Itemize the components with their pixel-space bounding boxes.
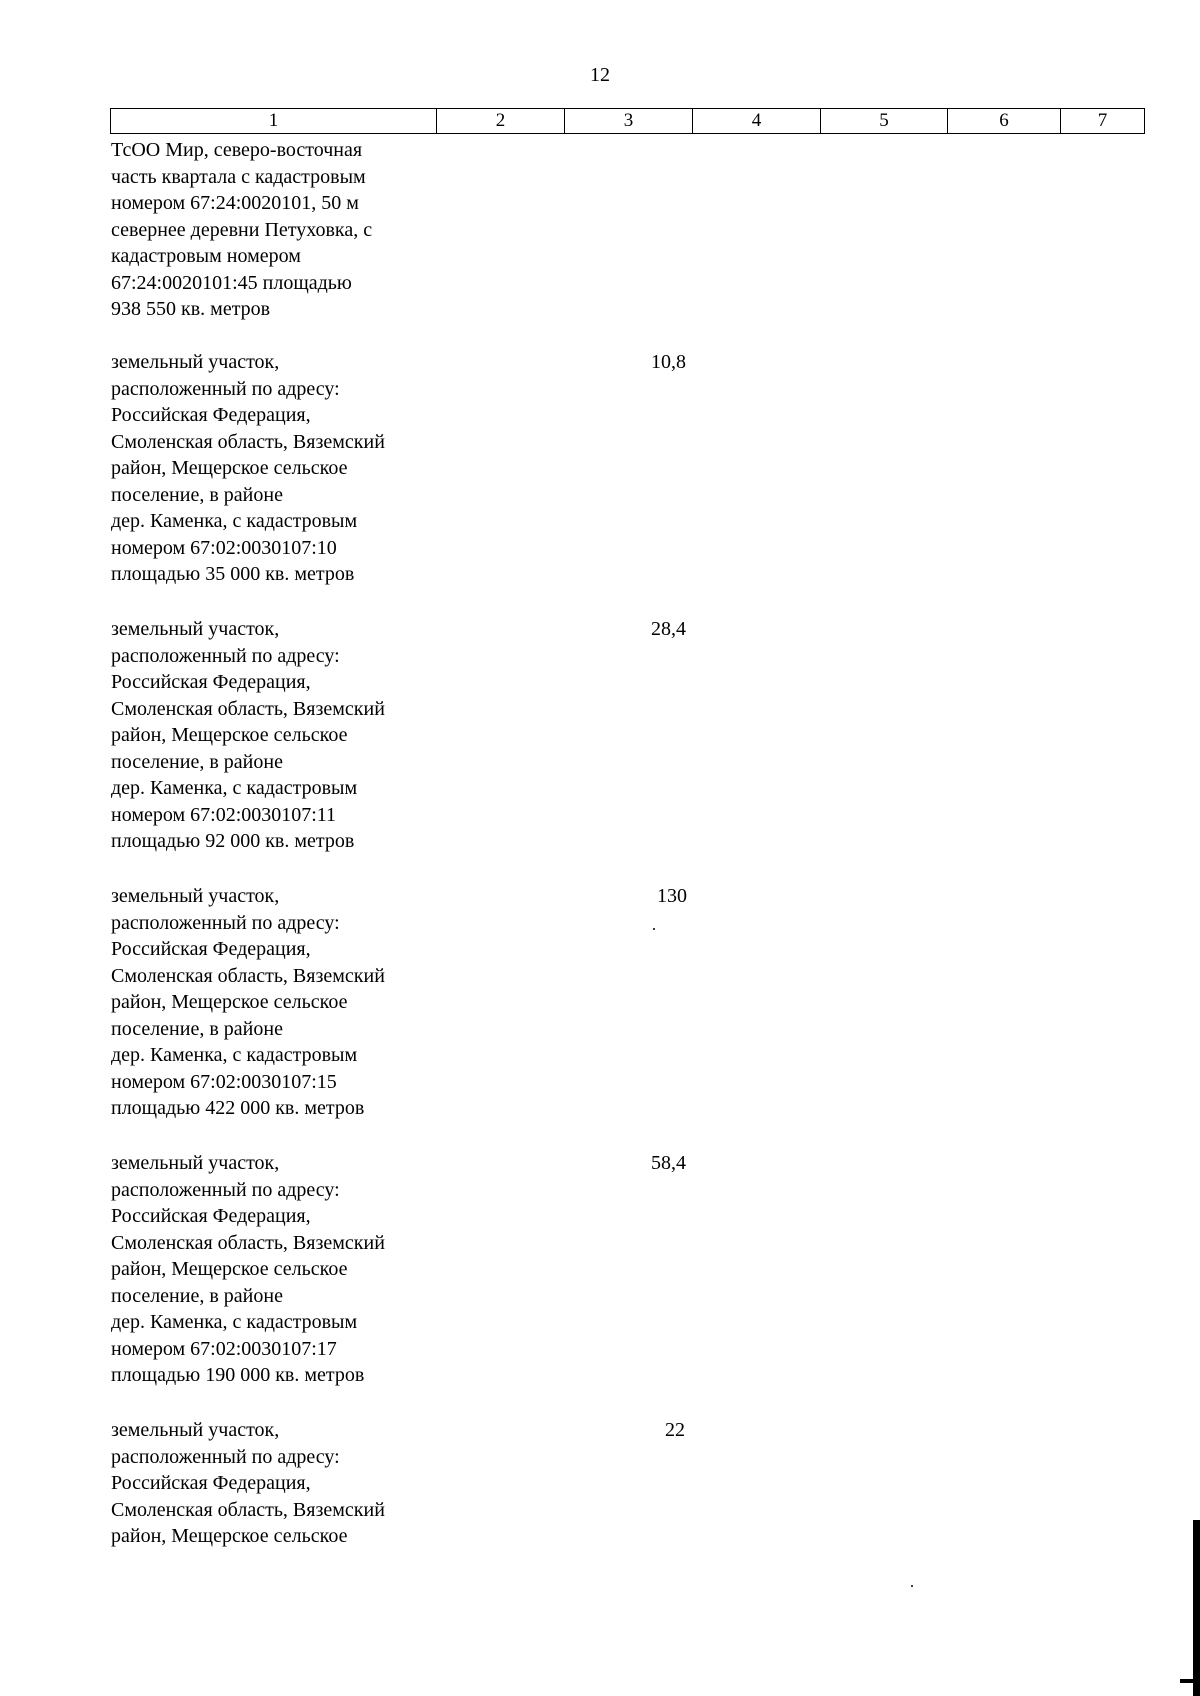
scan-edge-border [1180,1679,1200,1683]
description-line: поселение, в районе [111,1284,283,1307]
description-line: Российская Федерация, [111,938,311,960]
description-line: 67:24:0020101:45 площадью [111,271,352,294]
description-line: Российская Федерация, [111,671,311,693]
description-line: район, Мещерское сельское [111,457,348,479]
page-number: 12 [590,64,610,86]
description-line: дер. Каменка, с кадастровым [111,510,358,532]
land-plot-description [111,616,441,855]
column-number-5: 5 [821,109,948,134]
description-line: Смоленская область, Вяземский [111,1498,385,1521]
column-3-value: 22 [665,1419,685,1441]
description-line: расположенный по адресу: [111,644,340,667]
description-line: номером 67:24:0020101, 50 м [111,192,359,214]
description-line: дер. Каменка, с кадастровым [111,1311,358,1333]
column-number-1: 1 [111,109,437,134]
scan-speck [911,1585,913,1587]
description-line: расположенный по адресу: [111,1445,340,1468]
description-line: кадастровым номером [111,245,301,267]
scan-edge-border [1193,1520,1200,1696]
description-line: земельный участок, [111,618,280,640]
description-line: расположенный по адресу: [111,377,340,400]
column-number-2: 2 [437,109,565,134]
description-line: земельный участок, [111,351,280,373]
table-header-row [111,109,1145,134]
description-line: площадью 92 000 кв. метров [111,830,355,852]
description-line: номером 67:02:0030107:17 [111,1337,337,1360]
description-line: дер. Каменка, с кадастровым [111,1044,358,1066]
description-line: площадью 190 000 кв. метров [111,1364,365,1386]
description-line: часть квартала с кадастровым [111,165,366,188]
land-plot-description [111,1150,441,1389]
land-plot-description [111,883,441,1122]
description-line: площадью 35 000 кв. метров [111,563,355,585]
description-line: Российская Федерация, [111,1205,311,1227]
description-line: земельный участок, [111,1152,280,1174]
description-line: район, Мещерское сельское [111,724,348,746]
column-number-7: 7 [1061,109,1145,134]
description-line: Российская Федерация, [111,1472,311,1494]
table-column-header [110,108,1145,134]
description-line: земельный участок, [111,1419,280,1441]
description-line: номером 67:02:0030107:15 [111,1070,337,1093]
description-line: поселение, в районе [111,750,283,773]
land-plot-description [111,349,441,588]
description-line: расположенный по адресу: [111,911,340,934]
land-plot-description [111,1417,441,1550]
description-line: район, Мещерское сельское [111,1525,348,1547]
description-line: номером 67:02:0030107:10 [111,536,337,559]
description-line: ТсОО Мир, северо-восточная [111,139,363,161]
description-line: район, Мещерское сельское [111,991,348,1013]
scan-speck [653,928,655,930]
column-number-4: 4 [693,109,821,134]
description-line: дер. Каменка, с кадастровым [111,777,358,799]
description-line: поселение, в районе [111,483,283,506]
description-line: Российская Федерация, [111,404,311,426]
description-line: Смоленская область, Вяземский [111,430,385,453]
column-3-value: 10,8 [651,351,686,373]
description-line: Смоленская область, Вяземский [111,697,385,720]
description-line: Смоленская область, Вяземский [111,964,385,987]
description-line: Смоленская область, Вяземский [111,1231,385,1254]
column-number-6: 6 [948,109,1061,134]
description-line: севернее деревни Петуховка, с [111,218,373,241]
land-plot-description [111,137,441,323]
description-line: район, Мещерское сельское [111,1258,348,1280]
description-line: поселение, в районе [111,1017,283,1040]
column-3-value: 28,4 [651,618,686,640]
description-line: земельный участок, [111,885,280,907]
column-3-value: 130 [657,885,687,907]
description-line: площадью 422 000 кв. метров [111,1097,365,1119]
description-line: расположенный по адресу: [111,1178,340,1201]
description-line: номером 67:02:0030107:11 [111,803,337,826]
column-3-value: 58,4 [651,1152,686,1174]
description-line: 938 550 кв. метров [111,298,271,320]
column-number-3: 3 [565,109,693,134]
